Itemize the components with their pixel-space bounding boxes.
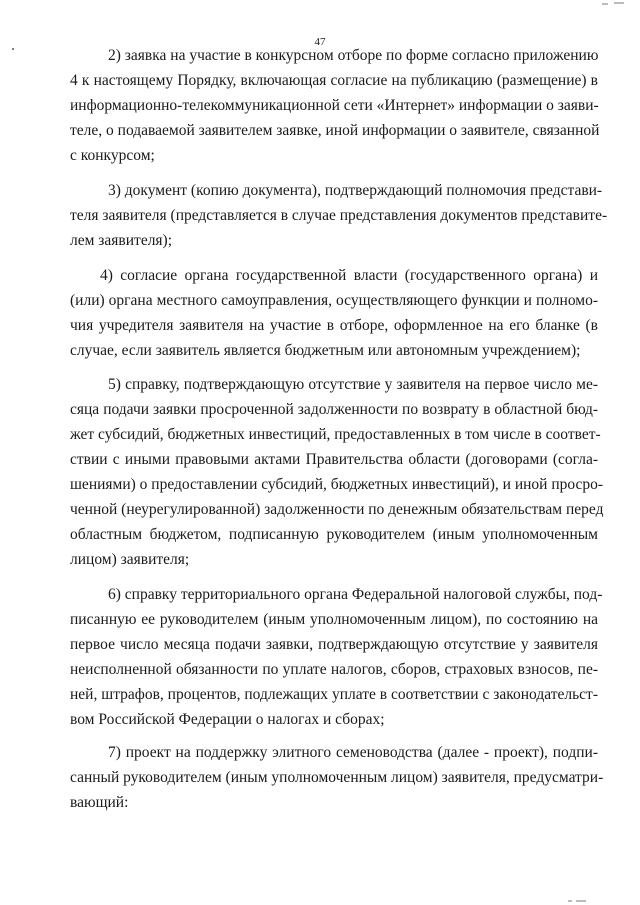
text-line: 3) документ (копию документа), подтверждающий полномочия представи- — [108, 182, 603, 199]
text-line: санный руководителем (иным уполномоченным лицом) заявителя, предусматри- — [70, 769, 604, 786]
text-line: жет субсидий, бюджетных инвестиций, предоставленных в том числе в соответ- — [70, 426, 601, 443]
text-line: 4) согласие органа государственной власти (государственного органа) и — [100, 267, 598, 284]
text-line: неисполненной обязанности по уплате налогов, сборов, страховых взносов, пе- — [70, 661, 598, 678]
text-line: лицом) заявителя; — [70, 551, 190, 568]
page-number: 47 — [314, 36, 326, 48]
text-line: сяца подачи заявки просроченной задолженности по возврату в областной бюд- — [70, 401, 598, 418]
text-line: 2) заявка на участие в конкурсном отборе по форме согласно приложению — [108, 47, 599, 64]
text-line: 4 к настоящему Порядку, включающая согласие на публикацию (размещение) в — [70, 72, 598, 89]
text-line: писанную ее руководителем (иным уполномоченным лицом), по состоянию на — [70, 611, 598, 628]
text-line: ченной (неурегулированной) задолженности по денежным обязательствам перед — [70, 501, 604, 518]
text-line: чия учредителя заявителя на участие в отборе, оформленное на его бланке (в — [70, 317, 598, 334]
text-line: информационно-телекоммуникационной сети «Интернет» информации о заяви- — [70, 97, 599, 114]
text-line: 5) справку, подтверждающую отсутствие у заявителя на первое число ме- — [108, 376, 598, 393]
text-line: вом Российской Федерации о налогах и сборах; — [70, 711, 385, 728]
text-line: (или) органа местного самоуправления, осуществляющего функции и полномо- — [70, 292, 598, 309]
text-line: ней, штрафов, процентов, подлежащих уплате в соответствии с законодательст- — [70, 686, 598, 703]
scan-mark-top-right — [600, 0, 630, 8]
text-line: вающий: — [70, 794, 129, 811]
text-line: 7) проект на поддержку элитного семеноводства (далее - проект), подпи- — [108, 744, 598, 761]
text-line: первое число месяца подачи заявки, подтверждающую отсутствие у заявителя — [70, 636, 598, 653]
text-line: ствии с иными правовыми актами Правительства области (договорами (согла- — [70, 451, 598, 468]
text-line: областным бюджетом, подписанную руководителем (иным уполномоченным — [70, 526, 598, 543]
text-line: шениями) о предоставлении субсидий, бюджетных инвестиций), и иной просро- — [70, 476, 604, 493]
text-line: теле, о подаваемой заявителем заявке, иной информации о заявителе, связанной — [70, 122, 600, 139]
text-line: лем заявителя); — [70, 232, 173, 249]
text-line: 6) справку территориального органа Федеральной налоговой службы, под- — [108, 586, 603, 603]
text-line: теля заявителя (представляется в случае представления документов представите- — [70, 207, 608, 224]
text-line: случае, если заявитель является бюджетным или автономным учреждением); — [70, 342, 581, 359]
scan-mark-bottom-right — [566, 898, 590, 904]
text-line: с конкурсом; — [70, 147, 155, 164]
